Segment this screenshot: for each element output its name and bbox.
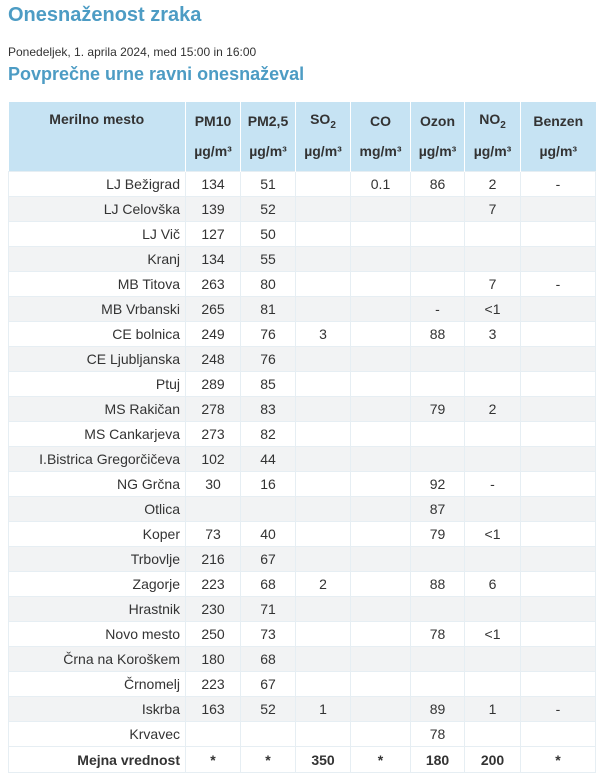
column-unit: µg/m³	[241, 139, 296, 172]
station-name: Hrastnik	[9, 597, 186, 622]
value-cell: 1	[465, 697, 521, 722]
value-cell: 52	[241, 697, 296, 722]
value-cell	[521, 197, 596, 222]
value-cell	[296, 397, 351, 422]
value-cell	[411, 422, 465, 447]
value-cell: 80	[241, 272, 296, 297]
value-cell: 0.1	[351, 172, 411, 197]
value-cell: 87	[411, 497, 465, 522]
value-cell	[186, 497, 241, 522]
station-column-header: Merilno mesto	[9, 102, 186, 172]
value-cell: 1	[296, 697, 351, 722]
table-row	[9, 647, 596, 672]
value-cell: 40	[241, 522, 296, 547]
station-name: LJ Bežigrad	[9, 172, 186, 197]
value-cell: <1	[465, 522, 521, 547]
value-cell	[465, 222, 521, 247]
column-header-4	[411, 102, 465, 139]
value-cell	[296, 622, 351, 647]
value-cell: 68	[241, 572, 296, 597]
value-cell	[521, 547, 596, 572]
value-cell	[241, 722, 296, 747]
value-cell: <1	[465, 622, 521, 647]
column-unit: mg/m³	[351, 139, 411, 172]
table-row	[9, 547, 596, 572]
table-row	[9, 472, 596, 497]
value-cell: 289	[186, 372, 241, 397]
value-cell	[521, 597, 596, 622]
measurement-date: Ponedeljek, 1. aprila 2024, med 15:00 in 16:00	[8, 45, 257, 59]
value-cell	[521, 347, 596, 372]
value-cell: 102	[186, 447, 241, 472]
value-cell: 134	[186, 247, 241, 272]
table-row	[9, 672, 596, 697]
value-cell	[296, 422, 351, 447]
value-cell: 250	[186, 622, 241, 647]
value-cell: 78	[411, 622, 465, 647]
value-cell: 263	[186, 272, 241, 297]
value-cell: 180	[186, 647, 241, 672]
value-cell: 30	[186, 472, 241, 497]
column-name: Benzen	[533, 112, 584, 129]
table-row	[9, 222, 596, 247]
value-cell	[351, 372, 411, 397]
value-cell	[351, 597, 411, 622]
value-cell	[411, 347, 465, 372]
column-unit: µg/m³	[186, 139, 241, 172]
value-cell: -	[411, 297, 465, 322]
value-cell: -	[465, 472, 521, 497]
value-cell	[351, 347, 411, 372]
value-cell	[465, 247, 521, 272]
value-cell	[521, 322, 596, 347]
value-cell: 52	[241, 197, 296, 222]
value-cell	[351, 247, 411, 272]
value-cell	[411, 547, 465, 572]
column-header-6	[521, 102, 596, 139]
value-cell	[351, 422, 411, 447]
value-cell	[521, 222, 596, 247]
limit-value: 200	[465, 747, 521, 773]
table-row	[9, 497, 596, 522]
value-cell	[351, 272, 411, 297]
value-cell: 55	[241, 247, 296, 272]
value-cell	[351, 222, 411, 247]
value-cell	[351, 722, 411, 747]
value-cell: 7	[465, 272, 521, 297]
value-cell	[296, 522, 351, 547]
value-cell: -	[521, 272, 596, 297]
value-cell	[521, 372, 596, 397]
value-cell: 3	[296, 322, 351, 347]
value-cell: 248	[186, 347, 241, 372]
value-cell	[521, 622, 596, 647]
value-cell: 86	[411, 172, 465, 197]
column-header-2	[296, 102, 351, 139]
station-name: Črna na Koroškem	[9, 647, 186, 672]
value-cell	[465, 347, 521, 372]
value-cell	[411, 447, 465, 472]
value-cell	[351, 672, 411, 697]
value-cell: 82	[241, 422, 296, 447]
value-cell	[411, 222, 465, 247]
value-cell: 134	[186, 172, 241, 197]
value-cell	[351, 697, 411, 722]
table-row	[9, 597, 596, 622]
station-name: I.Bistrica Gregorčičeva	[9, 447, 186, 472]
value-cell: 68	[241, 647, 296, 672]
column-header-1	[241, 102, 296, 139]
table-row	[9, 522, 596, 547]
value-cell	[411, 597, 465, 622]
value-cell: 67	[241, 672, 296, 697]
column-unit: µg/m³	[521, 139, 596, 172]
value-cell	[296, 372, 351, 397]
table-row	[9, 272, 596, 297]
value-cell	[296, 597, 351, 622]
value-cell: 79	[411, 397, 465, 422]
header-row	[9, 102, 596, 139]
value-cell	[521, 472, 596, 497]
value-cell: 51	[241, 172, 296, 197]
value-cell	[351, 447, 411, 472]
value-cell: 73	[186, 522, 241, 547]
limit-value: *	[186, 747, 241, 773]
limit-label: Mejna vrednost	[9, 747, 186, 773]
table-row	[9, 172, 596, 197]
value-cell: 223	[186, 572, 241, 597]
column-subscript: 2	[500, 119, 506, 131]
value-cell: 6	[465, 572, 521, 597]
station-name: Otlica	[9, 497, 186, 522]
value-cell: 88	[411, 322, 465, 347]
value-cell	[465, 672, 521, 697]
value-cell	[296, 672, 351, 697]
value-cell	[411, 247, 465, 272]
table-row	[9, 322, 596, 347]
value-cell	[296, 222, 351, 247]
value-cell: 50	[241, 222, 296, 247]
value-cell	[351, 397, 411, 422]
limit-value: *	[241, 747, 296, 773]
station-name: Koper	[9, 522, 186, 547]
value-cell: 265	[186, 297, 241, 322]
value-cell: 78	[411, 722, 465, 747]
station-name: Črnomelj	[9, 672, 186, 697]
value-cell: 16	[241, 472, 296, 497]
value-cell	[521, 572, 596, 597]
value-cell: 79	[411, 522, 465, 547]
table-body	[9, 172, 596, 747]
value-cell: 89	[411, 697, 465, 722]
station-name: Kranj	[9, 247, 186, 272]
table-row	[9, 397, 596, 422]
table-row	[9, 297, 596, 322]
value-cell	[411, 672, 465, 697]
table-row	[9, 697, 596, 722]
value-cell	[351, 297, 411, 322]
value-cell	[521, 522, 596, 547]
column-unit: µg/m³	[465, 139, 521, 172]
limit-row	[9, 747, 596, 773]
value-cell	[296, 722, 351, 747]
column-name: SO	[310, 110, 331, 127]
station-name: CE Ljubljanska	[9, 347, 186, 372]
value-cell	[296, 272, 351, 297]
table-row	[9, 372, 596, 397]
value-cell: 3	[465, 322, 521, 347]
value-cell: 67	[241, 547, 296, 572]
value-cell	[465, 372, 521, 397]
table-row	[9, 447, 596, 472]
pollution-table	[8, 102, 596, 773]
value-cell: 273	[186, 422, 241, 447]
value-cell	[296, 172, 351, 197]
value-cell	[465, 447, 521, 472]
value-cell	[351, 647, 411, 672]
value-cell: 7	[465, 197, 521, 222]
station-name: LJ Vič	[9, 222, 186, 247]
table-row	[9, 572, 596, 597]
value-cell: 76	[241, 347, 296, 372]
value-cell	[521, 397, 596, 422]
value-cell: 83	[241, 397, 296, 422]
station-name: NG Grčna	[9, 472, 186, 497]
value-cell	[521, 647, 596, 672]
column-name: CO	[370, 112, 391, 129]
value-cell: 92	[411, 472, 465, 497]
value-cell	[521, 297, 596, 322]
value-cell	[465, 647, 521, 672]
value-cell	[351, 622, 411, 647]
station-name: CE bolnica	[9, 322, 186, 347]
value-cell	[351, 572, 411, 597]
station-name: Iskrba	[9, 697, 186, 722]
value-cell	[296, 647, 351, 672]
column-header-5	[465, 102, 521, 139]
value-cell	[296, 472, 351, 497]
value-cell: 73	[241, 622, 296, 647]
value-cell	[521, 672, 596, 697]
value-cell	[296, 247, 351, 272]
value-cell	[521, 497, 596, 522]
value-cell: 127	[186, 222, 241, 247]
table-row	[9, 622, 596, 647]
column-name: PM2,5	[247, 112, 289, 129]
value-cell: 76	[241, 322, 296, 347]
column-name: Ozon	[420, 112, 455, 129]
value-cell	[241, 497, 296, 522]
value-cell	[351, 547, 411, 572]
value-cell	[296, 447, 351, 472]
station-name: Krvavec	[9, 722, 186, 747]
station-name: MS Cankarjeva	[9, 422, 186, 447]
value-cell	[411, 647, 465, 672]
page-title: Onesnaženost zraka	[8, 4, 202, 26]
value-cell: 223	[186, 672, 241, 697]
value-cell: 2	[465, 397, 521, 422]
station-name: Ptuj	[9, 372, 186, 397]
value-cell	[296, 297, 351, 322]
value-cell	[351, 322, 411, 347]
section-subtitle: Povprečne urne ravni onesnaževal	[8, 64, 305, 84]
column-header-0	[186, 102, 241, 139]
station-name: LJ Celovška	[9, 197, 186, 222]
station-name: MS Rakičan	[9, 397, 186, 422]
column-subscript: 2	[330, 119, 336, 131]
value-cell	[411, 372, 465, 397]
value-cell	[186, 722, 241, 747]
station-name: Zagorje	[9, 572, 186, 597]
value-cell	[521, 247, 596, 272]
station-name: MB Titova	[9, 272, 186, 297]
column-header-3	[351, 102, 411, 139]
limit-value: *	[521, 747, 596, 773]
value-cell: <1	[465, 297, 521, 322]
value-cell	[351, 197, 411, 222]
table-row	[9, 347, 596, 372]
value-cell	[411, 197, 465, 222]
value-cell: 230	[186, 597, 241, 622]
value-cell: -	[521, 697, 596, 722]
value-cell	[296, 547, 351, 572]
value-cell: 2	[465, 172, 521, 197]
value-cell	[465, 597, 521, 622]
value-cell: 2	[296, 572, 351, 597]
value-cell	[465, 422, 521, 447]
value-cell	[411, 272, 465, 297]
value-cell: 71	[241, 597, 296, 622]
table-row	[9, 722, 596, 747]
value-cell	[521, 447, 596, 472]
value-cell: 139	[186, 197, 241, 222]
value-cell	[351, 522, 411, 547]
value-cell	[521, 722, 596, 747]
value-cell: 216	[186, 547, 241, 572]
value-cell: 44	[241, 447, 296, 472]
station-name: MB Vrbanski	[9, 297, 186, 322]
table-row	[9, 422, 596, 447]
value-cell	[351, 472, 411, 497]
value-cell	[465, 722, 521, 747]
value-cell: -	[521, 172, 596, 197]
column-name: NO	[479, 110, 501, 127]
value-cell	[296, 497, 351, 522]
limit-value: *	[351, 747, 411, 773]
column-unit: µg/m³	[411, 139, 465, 172]
value-cell	[465, 547, 521, 572]
column-unit: µg/m³	[296, 139, 351, 172]
value-cell: 88	[411, 572, 465, 597]
value-cell	[296, 347, 351, 372]
value-cell: 81	[241, 297, 296, 322]
column-name: PM10	[194, 112, 232, 129]
station-name: Trbovlje	[9, 547, 186, 572]
value-cell: 249	[186, 322, 241, 347]
value-cell: 85	[241, 372, 296, 397]
value-cell	[351, 497, 411, 522]
value-cell: 163	[186, 697, 241, 722]
limit-value: 180	[411, 747, 465, 773]
station-name: Novo mesto	[9, 622, 186, 647]
value-cell	[521, 422, 596, 447]
value-cell: 278	[186, 397, 241, 422]
table-row	[9, 247, 596, 272]
table-row	[9, 197, 596, 222]
value-cell	[465, 497, 521, 522]
value-cell	[296, 197, 351, 222]
limit-value: 350	[296, 747, 351, 773]
